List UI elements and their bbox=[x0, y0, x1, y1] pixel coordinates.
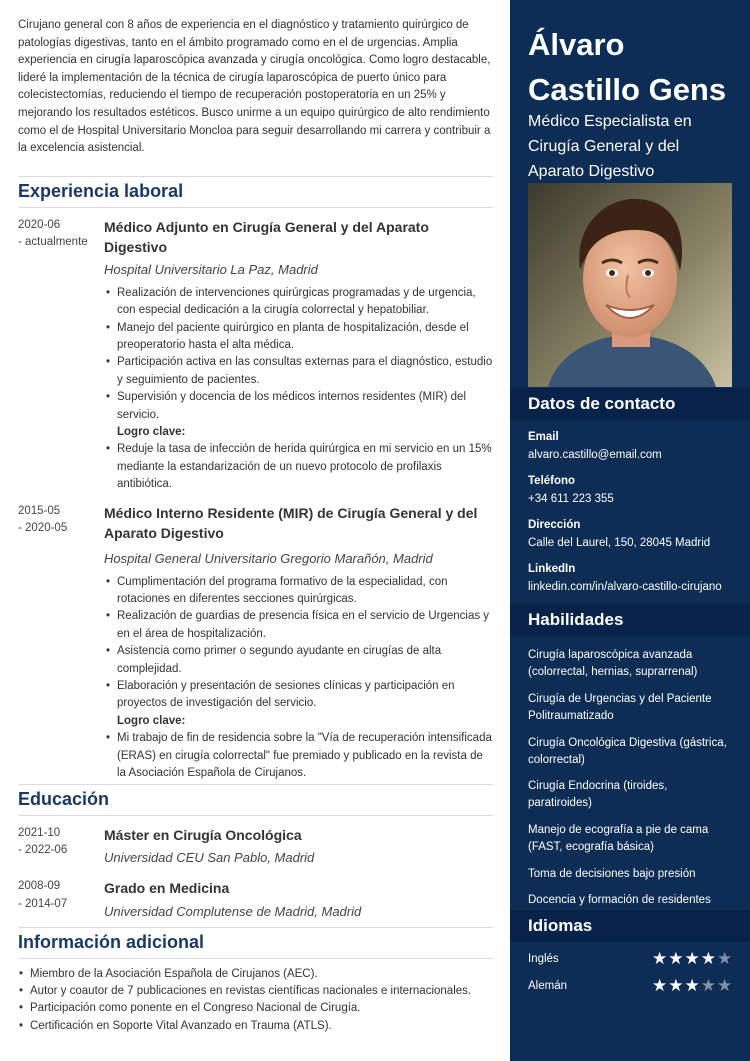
contact-address-label: Dirección bbox=[528, 519, 581, 531]
key-achievement-label: Logro clave: bbox=[117, 714, 186, 727]
language-name: Inglés bbox=[528, 953, 559, 965]
language-rating bbox=[652, 977, 733, 994]
contact-email-value[interactable]: alvaro.castillo@email.com bbox=[528, 449, 662, 461]
education-dates bbox=[18, 825, 104, 868]
education-section-title: Educación bbox=[18, 784, 493, 816]
additional-info-item: • Miembro de la Asociación Española de Cirujanos (AEC). bbox=[30, 966, 493, 983]
job-bullet: • Manejo del paciente quirúrgico en planta de hospitalización, desde el preoperatorio hasta el alta médica. bbox=[117, 320, 493, 355]
job-entry bbox=[18, 503, 493, 783]
job-bullet: • Cumplimentación del programa formativo de la especialidad, con rotaciones en diferentes secciones quirúrgicas. bbox=[117, 574, 493, 609]
job-bullets bbox=[104, 574, 493, 713]
education-body bbox=[104, 878, 493, 921]
experience-section-title: Experiencia laboral bbox=[18, 176, 493, 208]
profile-photo bbox=[528, 183, 732, 387]
job-organization: Hospital Universitario La Paz, Madrid bbox=[104, 261, 318, 277]
skills-section-title: Habilidades bbox=[510, 604, 750, 636]
education-date-start: 2021-10 bbox=[18, 826, 61, 839]
skill-item: Cirugía laparoscópica avanzada (colorrectal, hernias, suprarrenal) bbox=[528, 649, 698, 679]
job-body bbox=[104, 503, 493, 783]
additional-info-item: • Certificación en Soporte Vital Avanzado en Trauma (ATLS). bbox=[30, 1018, 493, 1035]
contact-section-title: Datos de contacto bbox=[510, 388, 750, 420]
skill-item: Cirugía de Urgencias y del Paciente Politraumatizado bbox=[528, 693, 712, 723]
education-entry bbox=[18, 825, 493, 868]
job-date-end: - 2020-05 bbox=[18, 522, 68, 535]
sidebar bbox=[510, 0, 750, 1061]
job-title: Médico Interno Residente (MIR) de Cirugía General y del Aparato Digestivo bbox=[104, 504, 478, 542]
candidate-role: Médico Especialista en Cirugía General y del Aparato Digestivo bbox=[528, 113, 692, 180]
job-entry bbox=[18, 217, 493, 494]
skill-item: Manejo de ecografía a pie de cama (FAST, ecografía básica) bbox=[528, 824, 709, 854]
job-bullets bbox=[104, 285, 493, 424]
job-bullet: • Realización de intervenciones quirúrgicas programadas y de urgencia, con especial dedicación a la cirugía colorrectal y hepatobiliar. bbox=[117, 285, 493, 320]
additional-info-item: • Participación como ponente en el Congreso Nacional de Cirugía. bbox=[30, 1000, 493, 1017]
contact-phone-value[interactable]: +34 611 223 355 bbox=[528, 493, 614, 505]
star-icon: ★ bbox=[717, 976, 734, 995]
star-icon: ★ bbox=[652, 976, 669, 995]
job-bullet: • Participación activa en las consultas externas para el diagnóstico, estudio y seguimiento de pacientes. bbox=[117, 354, 493, 389]
key-achievement-bullets bbox=[104, 730, 493, 782]
skill-item: Cirugía Endocrina (tiroides, paratiroides) bbox=[528, 780, 668, 810]
job-body bbox=[104, 217, 493, 494]
star-icon: ★ bbox=[700, 976, 717, 995]
star-icon: ★ bbox=[717, 949, 734, 968]
skill-item: Toma de decisiones bajo presión bbox=[528, 868, 696, 880]
contact-linkedin-label: LinkedIn bbox=[528, 563, 576, 575]
star-icon: ★ bbox=[668, 949, 685, 968]
education-date-start: 2008-09 bbox=[18, 880, 61, 892]
job-date-start: 2020-06 bbox=[18, 218, 61, 231]
star-icon: ★ bbox=[684, 976, 701, 995]
job-date-start: 2015-05 bbox=[18, 504, 61, 517]
contact-linkedin-value[interactable]: linkedin.com/in/alvaro-castillo-cirujano bbox=[528, 581, 722, 593]
skill-item: Docencia y formación de residentes bbox=[528, 894, 711, 906]
star-icon: ★ bbox=[684, 949, 701, 968]
additional-info-list bbox=[18, 966, 493, 1036]
star-icon: ★ bbox=[668, 976, 685, 995]
language-rating bbox=[652, 950, 733, 967]
degree-title: Máster en Cirugía Oncológica bbox=[104, 826, 302, 843]
additional-section-title: Información adicional bbox=[18, 927, 493, 959]
candidate-name: Álvaro Castillo Gens bbox=[528, 27, 727, 107]
main-column bbox=[18, 0, 493, 1035]
language-name: Alemán bbox=[528, 980, 567, 992]
job-bullet: • Supervisión y docencia de los médicos internos residentes (MIR) del servicio. bbox=[117, 389, 493, 424]
key-achievement-bullet: • Reduje la tasa de infección de herida quirúrgica en mi servicio en un 15% mediante la estandarización de un nuevo protocolo de profilaxis antibiótica. bbox=[117, 441, 493, 493]
education-institution: Universidad CEU San Pablo, Madrid bbox=[104, 850, 315, 865]
contact-address-value: Calle del Laurel, 150, 28045 Madrid bbox=[528, 537, 711, 549]
job-organization: Hospital General Universitario Gregorio Marañón, Madrid bbox=[104, 550, 433, 566]
education-institution: Universidad Complutense de Madrid, Madrid bbox=[104, 903, 362, 919]
job-title: Médico Adjunto en Cirugía General y del Aparato Digestivo bbox=[104, 218, 429, 256]
contact-phone-label: Teléfono bbox=[528, 475, 576, 487]
job-bullet: • Asistencia como primer o segundo ayudante en cirugías de alta complejidad. bbox=[117, 643, 493, 678]
star-icon: ★ bbox=[700, 949, 717, 968]
job-bullet: • Realización de guardias de presencia física en el servicio de Urgencias y en el área de hospitalización. bbox=[117, 608, 493, 643]
degree-title: Grado en Medicina bbox=[104, 880, 230, 896]
job-dates bbox=[18, 503, 104, 783]
key-achievement-bullets bbox=[104, 441, 493, 493]
contact-email-label: Email bbox=[528, 431, 559, 443]
job-bullet: • Elaboración y presentación de sesiones clínicas y participación en proyectos de investigación del servicio. bbox=[117, 678, 493, 713]
job-date-end: - actualmente bbox=[18, 236, 88, 249]
star-icon: ★ bbox=[652, 949, 669, 968]
education-body bbox=[104, 825, 493, 868]
avatar bbox=[528, 183, 732, 387]
profile-summary: Cirujano general con 8 años de experiencia en el diagnóstico y tratamiento quirúrgico de patologías digestivas, tanto en el ámbito programado como en el de urgencias. Amplia experiencia en cirugía laparoscópica avanzada y cirugía oncológica. Como logro destacable, lideré la implementación de la técnica de cirugía laparoscópica de puerto único para colecistectomías, reduciendo el tiempo de recuperación postoperatoria en un 25% y mejorando los resultados estéticos. Busco unirme a un equipo quirúrgico de alto rendimiento como el de Hospital Universitario Moncloa para seguir desarrollando mi carrera y contribuir a la excelencia asistencial. bbox=[18, 19, 491, 155]
languages-section-title: Idiomas bbox=[510, 910, 750, 942]
education-date-end: - 2022-06 bbox=[18, 844, 68, 856]
key-achievement-bullet: • Mi trabajo de fin de residencia sobre la "Vía de recuperación intensificada (ERAS) en cirugía colorrectal" fue premiado y publicado en la revista de la Asociación Española de Cirujanos. bbox=[117, 730, 493, 782]
additional-info-item: • Autor y coautor de 7 publicaciones en revistas científicas nacionales e internacionales. bbox=[30, 983, 493, 1000]
education-dates bbox=[18, 878, 104, 921]
education-entry bbox=[18, 878, 493, 921]
education-date-end: - 2014-07 bbox=[18, 897, 68, 910]
job-dates bbox=[18, 217, 104, 494]
key-achievement-label: Logro clave: bbox=[117, 426, 186, 438]
skill-item: Cirugía Oncológica Digestiva (gástrica, colorrectal) bbox=[528, 737, 727, 767]
